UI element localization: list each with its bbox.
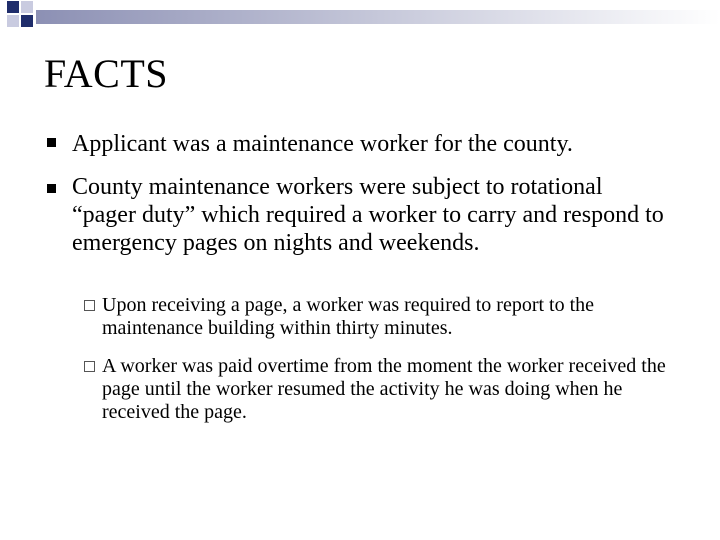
bullet-text-1: Applicant was a maintenance worker for the county. <box>72 131 573 157</box>
sub-bullet-checkbox-icon <box>84 300 95 311</box>
sub-bullet-checkbox-icon <box>84 361 95 372</box>
header-gradient-bar <box>36 10 720 24</box>
decor-square-navy-2 <box>21 15 33 27</box>
header-decoration <box>0 0 720 40</box>
sub-bullet-text-2: A worker was paid overtime from the moment the worker received the page until the worker resumed the activity he was doing when he received the page. <box>102 355 666 423</box>
decor-square-light-1 <box>21 1 33 13</box>
slide-title: FACTS <box>44 51 169 96</box>
decor-square-navy-1 <box>7 1 19 13</box>
bullet-text-2: County maintenance workers were subject to rotational “pager duty” which required a worker to carry and respond to emergency pages on nights and weekends. <box>72 174 664 256</box>
decor-square-light-2 <box>7 15 19 27</box>
sub-bullet-text-1: Upon receiving a page, a worker was required to report to the maintenance building within thirty minutes. <box>102 294 595 339</box>
bullet-square-icon <box>47 138 56 147</box>
bullet-square-icon <box>47 184 56 193</box>
